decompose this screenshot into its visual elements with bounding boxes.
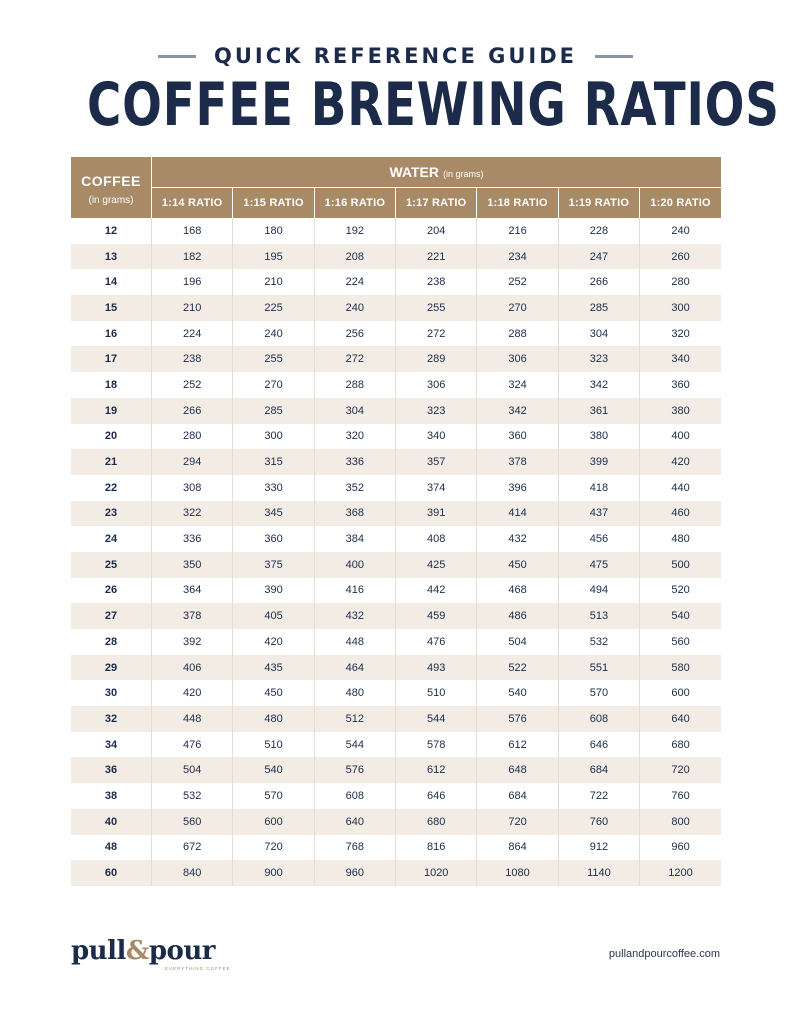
coffee-grams-cell: 25 [71,552,152,578]
coffee-grams-cell: 14 [71,269,152,295]
water-grams-cell: 459 [396,603,477,629]
water-grams-cell: 294 [152,449,233,475]
water-grams-cell: 437 [558,501,639,527]
water-grams-cell: 400 [671,430,690,443]
water-column-header [152,157,722,188]
water-grams-cell: 1140 [558,860,639,886]
water-grams-cell: 270 [233,372,314,398]
ratio-header-cell: 1:16 RATIO [314,188,395,219]
water-grams-cell: 323 [558,346,639,372]
water-grams-cell: 646 [396,783,477,809]
page-title: COFFEE BREWING RATIOS [87,70,780,140]
water-grams-cell: 266 [152,398,233,424]
water-grams-cell: 288 [314,372,395,398]
table-row [71,603,721,629]
water-grams-cell: 336 [314,449,395,475]
water-grams-cell: 480 [233,706,314,732]
water-grams-cell: 551 [558,655,639,681]
water-header-unit: (in grams) [443,169,484,179]
coffee-grams-cell: 60 [71,860,152,886]
water-grams-cell: 357 [396,449,477,475]
water-grams-cell: 720 [233,835,314,861]
water-grams-cell: 540 [640,603,721,629]
water-grams-cell: 180 [233,218,314,244]
table-row [71,578,721,604]
water-grams-cell: 464 [314,655,395,681]
table-row [71,732,721,758]
table-row [71,218,721,244]
water-grams-cell: 448 [152,706,233,732]
water-grams-cell: 540 [477,680,558,706]
water-grams-cell: 272 [314,346,395,372]
water-grams-cell: 440 [671,481,690,494]
logo-word-pull: pull [71,936,126,966]
water-grams-cell: 340 [640,346,721,372]
table-row [71,244,721,270]
water-grams-cell: 480 [314,680,395,706]
water-grams-cell: 391 [396,501,477,527]
water-grams-cell: 378 [477,449,558,475]
coffee-grams-cell: 32 [71,706,152,732]
water-grams-cell: 442 [396,578,477,604]
water-grams-cell: 900 [233,860,314,886]
table-row [71,372,721,398]
water-grams-cell: 238 [396,269,477,295]
coffee-grams-cell: 36 [71,757,152,783]
water-grams-cell: 384 [314,526,395,552]
coffee-grams-cell: 27 [71,603,152,629]
table-row [71,295,721,321]
water-grams-cell: 195 [233,244,314,270]
coffee-grams-cell: 21 [71,449,152,475]
water-grams-cell: 612 [396,757,477,783]
brand-logo [71,936,215,966]
water-grams-cell: 418 [558,475,639,501]
water-grams-cell: 342 [477,398,558,424]
water-grams-cell: 306 [396,372,477,398]
water-grams-cell: 380 [558,424,639,450]
water-grams-cell: 360 [477,424,558,450]
water-grams-cell: 512 [314,706,395,732]
water-grams-cell: 280 [152,424,233,450]
water-grams-cell: 210 [152,295,233,321]
water-grams-cell: 280 [671,276,690,289]
water-grams-cell: 680 [671,738,690,751]
water-grams-cell: 560 [152,809,233,835]
table-row [71,398,721,424]
water-grams-cell: 684 [477,783,558,809]
water-grams-cell: 494 [558,578,639,604]
table-row [71,552,721,578]
water-grams-cell: 480 [671,533,690,546]
water-grams-cell: 399 [558,449,639,475]
water-grams-cell: 378 [152,603,233,629]
coffee-grams-cell: 48 [71,835,152,861]
water-grams-cell: 210 [233,269,314,295]
water-grams-cell: 432 [314,603,395,629]
table-row [71,269,721,295]
water-grams-cell: 368 [314,501,395,527]
water-grams-cell: 570 [233,783,314,809]
water-grams-cell: 532 [152,783,233,809]
water-grams-cell: 266 [558,269,639,295]
coffee-grams-cell: 19 [71,398,152,424]
coffee-grams-cell: 26 [71,578,152,604]
ratio-header-cell: 1:18 RATIO [477,188,558,219]
water-grams-cell: 960 [671,841,690,854]
water-grams-cell: 532 [558,629,639,655]
ratio-header-cell: 1:20 RATIO [640,188,721,219]
water-header-label: WATER [389,164,439,180]
water-grams-cell: 816 [396,835,477,861]
water-grams-cell: 304 [558,321,639,347]
water-grams-cell: 760 [558,809,639,835]
ratio-header-cell: 1:15 RATIO [233,188,314,219]
water-grams-cell: 414 [477,501,558,527]
ratio-header-cell: 1:19 RATIO [558,188,639,219]
subtitle-rule-left [158,55,196,58]
water-grams-cell: 476 [152,732,233,758]
water-grams-cell: 240 [314,295,395,321]
table-row [71,809,721,835]
water-grams-cell: 336 [152,526,233,552]
ratio-header-row [71,188,721,219]
water-grams-cell: 1020 [396,860,477,886]
water-grams-cell: 420 [233,629,314,655]
ratio-header-cell: 1:17 RATIO [396,188,477,219]
table-row [71,475,721,501]
water-grams-cell: 640 [640,706,721,732]
water-grams-cell: 456 [558,526,639,552]
water-grams-cell: 304 [314,398,395,424]
water-grams-cell: 182 [152,244,233,270]
water-grams-cell: 400 [314,552,395,578]
subtitle-row [0,44,791,68]
water-grams-cell: 722 [558,783,639,809]
water-grams-cell: 405 [233,603,314,629]
water-grams-cell: 221 [396,244,477,270]
water-grams-cell: 196 [152,269,233,295]
water-grams-cell: 578 [396,732,477,758]
water-grams-cell: 406 [152,655,233,681]
water-grams-cell: 475 [558,552,639,578]
water-grams-cell: 322 [152,501,233,527]
water-grams-cell: 420 [152,680,233,706]
coffee-grams-cell: 24 [71,526,152,552]
water-grams-cell: 240 [233,321,314,347]
water-grams-cell: 608 [314,783,395,809]
water-grams-cell: 646 [558,732,639,758]
table-row [71,629,721,655]
water-grams-cell: 380 [640,398,721,424]
water-grams-cell: 510 [233,732,314,758]
water-grams-cell: 720 [477,809,558,835]
water-grams-cell: 570 [558,680,639,706]
water-grams-cell: 320 [671,327,690,340]
water-grams-cell: 800 [640,809,721,835]
water-grams-cell: 289 [396,346,477,372]
water-grams-cell: 352 [314,475,395,501]
water-grams-cell: 648 [477,757,558,783]
water-grams-cell: 608 [558,706,639,732]
water-grams-cell: 416 [314,578,395,604]
water-grams-cell: 364 [152,578,233,604]
water-grams-cell: 448 [314,629,395,655]
coffee-header-unit: (in grams) [88,195,134,206]
water-grams-cell: 374 [396,475,477,501]
water-grams-cell: 256 [314,321,395,347]
water-grams-cell: 300 [233,424,314,450]
water-grams-cell: 450 [477,552,558,578]
water-grams-cell: 252 [152,372,233,398]
water-grams-cell: 306 [477,346,558,372]
water-grams-cell: 476 [396,629,477,655]
coffee-grams-cell: 15 [71,295,152,321]
coffee-header-label: COFFEE [81,173,141,189]
water-grams-cell: 432 [477,526,558,552]
water-grams-cell: 234 [477,244,558,270]
coffee-grams-cell: 34 [71,732,152,758]
table-row [71,424,721,450]
water-grams-cell: 390 [233,578,314,604]
coffee-grams-cell: 12 [71,218,152,244]
water-grams-cell: 375 [233,552,314,578]
water-grams-cell: 225 [233,295,314,321]
water-grams-cell: 350 [152,552,233,578]
water-grams-cell: 1200 [640,860,721,886]
table-row [71,346,721,372]
water-grams-cell: 216 [477,218,558,244]
water-grams-cell: 420 [640,449,721,475]
water-grams-cell: 361 [558,398,639,424]
water-grams-cell: 323 [396,398,477,424]
water-grams-cell: 600 [671,687,690,700]
water-grams-cell: 500 [640,552,721,578]
water-grams-cell: 760 [671,789,690,802]
water-grams-cell: 864 [477,835,558,861]
table-row [71,680,721,706]
water-grams-cell: 255 [233,346,314,372]
coffee-grams-cell: 13 [71,244,152,270]
table-body [71,218,721,886]
water-grams-cell: 396 [477,475,558,501]
water-grams-cell: 612 [477,732,558,758]
water-grams-cell: 272 [396,321,477,347]
water-grams-cell: 600 [233,809,314,835]
water-grams-cell: 238 [152,346,233,372]
water-grams-cell: 345 [233,501,314,527]
water-grams-cell: 192 [314,218,395,244]
coffee-grams-cell: 16 [71,321,152,347]
page-subtitle: QUICK REFERENCE GUIDE [214,44,577,68]
logo-word-pour: pour [148,936,215,966]
water-grams-cell: 684 [558,757,639,783]
logo-tagline: EVERYTHING COFFEE [165,966,231,971]
water-grams-cell: 840 [152,860,233,886]
water-grams-cell: 576 [477,706,558,732]
water-grams-cell: 204 [396,218,477,244]
water-grams-cell: 560 [671,635,690,648]
coffee-grams-cell: 29 [71,655,152,681]
coffee-grams-cell: 28 [71,629,152,655]
water-grams-cell: 228 [558,218,639,244]
website-url: pullandpourcoffee.com [608,948,720,960]
logo-ampersand: & [125,936,149,966]
water-grams-cell: 768 [314,835,395,861]
coffee-grams-cell: 30 [71,680,152,706]
table-row [71,321,721,347]
water-grams-cell: 468 [477,578,558,604]
water-grams-cell: 520 [671,584,690,597]
water-grams-cell: 330 [233,475,314,501]
table-row [71,706,721,732]
water-grams-cell: 240 [671,224,690,237]
ratio-header-cell: 1:14 RATIO [152,188,233,219]
table-row [71,783,721,809]
water-grams-cell: 320 [314,424,395,450]
water-grams-cell: 912 [558,835,639,861]
water-grams-cell: 308 [152,475,233,501]
water-grams-cell: 504 [477,629,558,655]
water-grams-cell: 288 [477,321,558,347]
water-grams-cell: 300 [640,295,721,321]
water-grams-cell: 285 [558,295,639,321]
water-grams-cell: 255 [396,295,477,321]
coffee-grams-cell: 38 [71,783,152,809]
water-grams-cell: 720 [640,757,721,783]
coffee-grams-cell: 18 [71,372,152,398]
water-grams-cell: 460 [640,501,721,527]
water-grams-cell: 544 [396,706,477,732]
water-grams-cell: 408 [396,526,477,552]
water-grams-cell: 247 [558,244,639,270]
water-grams-cell: 360 [233,526,314,552]
coffee-grams-cell: 22 [71,475,152,501]
water-grams-cell: 168 [152,218,233,244]
water-grams-cell: 504 [152,757,233,783]
table-row [71,501,721,527]
water-grams-cell: 208 [314,244,395,270]
water-grams-cell: 544 [314,732,395,758]
water-grams-cell: 224 [314,269,395,295]
water-grams-cell: 513 [558,603,639,629]
ratio-table [71,157,721,886]
water-grams-cell: 224 [152,321,233,347]
water-grams-cell: 680 [396,809,477,835]
water-grams-cell: 540 [233,757,314,783]
water-grams-cell: 285 [233,398,314,424]
water-grams-cell: 510 [396,680,477,706]
water-grams-cell: 360 [671,378,690,391]
water-grams-cell: 522 [477,655,558,681]
table-row [71,526,721,552]
water-grams-cell: 576 [314,757,395,783]
water-grams-cell: 960 [314,860,395,886]
table-row [71,835,721,861]
water-grams-cell: 425 [396,552,477,578]
water-grams-cell: 342 [558,372,639,398]
coffee-column-header [71,157,152,218]
water-grams-cell: 435 [233,655,314,681]
coffee-grams-cell: 17 [71,346,152,372]
water-grams-cell: 340 [396,424,477,450]
water-grams-cell: 260 [640,244,721,270]
water-grams-cell: 252 [477,269,558,295]
water-grams-cell: 493 [396,655,477,681]
water-grams-cell: 392 [152,629,233,655]
table-row [71,449,721,475]
coffee-grams-cell: 20 [71,424,152,450]
water-grams-cell: 324 [477,372,558,398]
water-grams-cell: 580 [640,655,721,681]
subtitle-rule-right [595,55,633,58]
water-grams-cell: 450 [233,680,314,706]
coffee-grams-cell: 23 [71,501,152,527]
water-grams-cell: 672 [152,835,233,861]
water-grams-cell: 486 [477,603,558,629]
water-grams-cell: 640 [314,809,395,835]
water-grams-cell: 1080 [477,860,558,886]
coffee-grams-cell: 40 [71,809,152,835]
water-grams-cell: 270 [477,295,558,321]
table-row [71,860,721,886]
water-grams-cell: 315 [233,449,314,475]
table-row [71,655,721,681]
table-row [71,757,721,783]
